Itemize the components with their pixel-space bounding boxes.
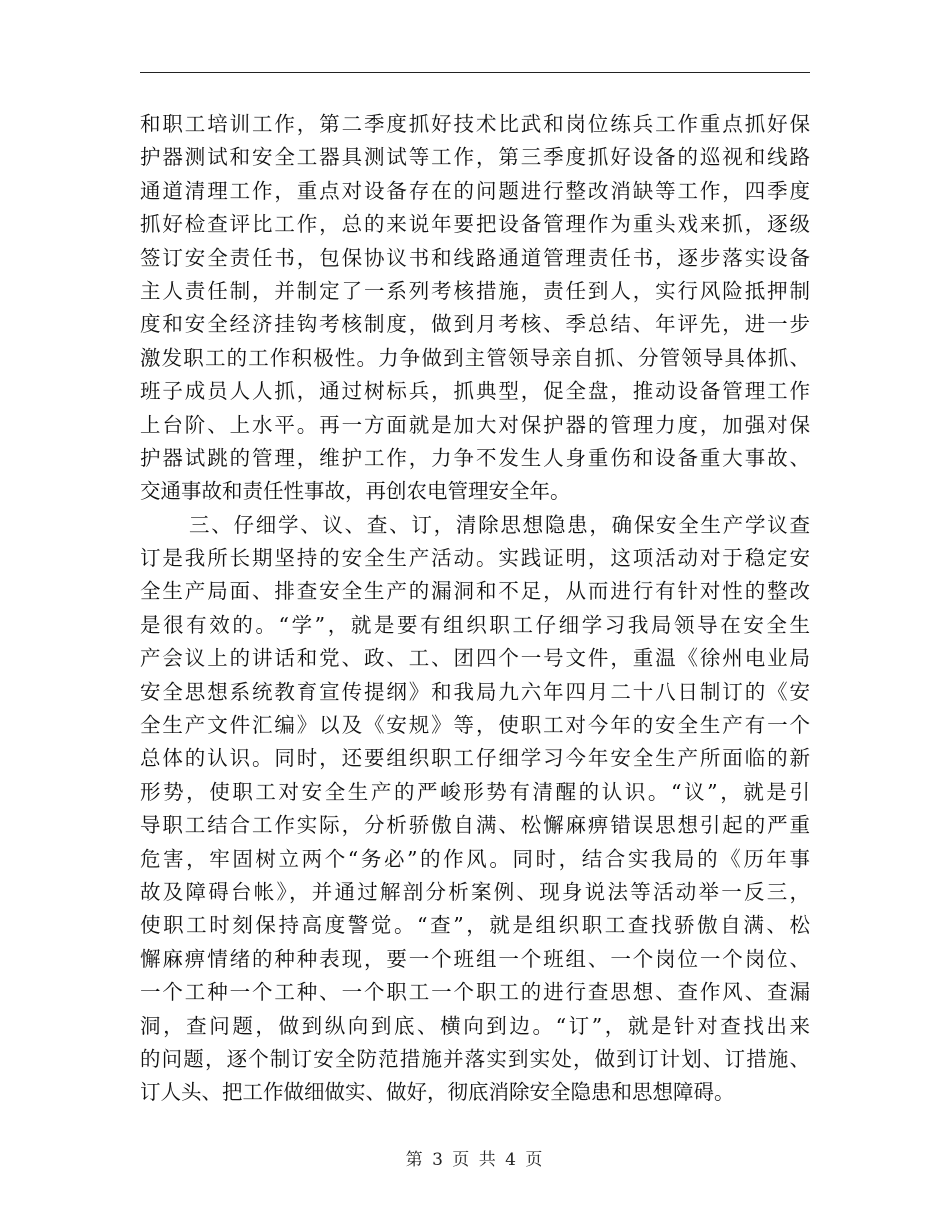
header-rule <box>140 72 810 73</box>
paragraph-line: 通道清理工作，重点对设备存在的问题进行整改消缺等工作，四季度 <box>140 178 810 203</box>
paragraph-line: 危害，牢固树立两个“务必”的作风。同时，结合实我局的《历年事 <box>140 846 810 871</box>
paragraph-line: 形势，使职工对安全生产的严峻形势有清醒的认识。“议”，就是引 <box>140 779 810 804</box>
paragraph-line: 激发职工的工作积极性。力争做到主管领导亲自抓、分管领导具体抓、 <box>140 345 810 370</box>
paragraph-line: 护器试跳的管理，维护工作，力争不发生人身重伤和设备重大事故、 <box>140 445 810 470</box>
paragraph-line: 全生产局面、排查安全生产的漏洞和不足，从而进行有针对性的整改 <box>140 579 810 604</box>
paragraph-line: 全生产文件汇编》以及《安规》等，使职工对今年的安全生产有一个 <box>140 713 810 738</box>
body-text <box>140 108 810 1110</box>
paragraph-line: 故及障碍台帐》，并通过解剖分析案例、现身说法等活动举一反三， <box>140 879 810 904</box>
paragraph-line: 签订安全责任书，包保协议书和线路通道管理责任书，逐步落实设备 <box>140 245 810 270</box>
paragraph-line: 产会议上的讲话和党、政、工、团四个一号文件，重温《徐州电业局 <box>140 646 810 671</box>
paragraph-line: 抓好检查评比工作，总的来说年要把设备管理作为重头戏来抓，逐级 <box>140 212 810 237</box>
paragraph-line: 是很有效的。“学”，就是要有组织职工仔细学习我局领导在安全生 <box>140 612 810 637</box>
paragraph-line: 的问题，逐个制订安全防范措施并落实到实处，做到订计划、订措施、 <box>140 1046 810 1071</box>
paragraph-line: 主人责任制，并制定了一系列考核措施，责任到人，实行风险抵押制 <box>140 278 810 303</box>
paragraph-line: 和职工培训工作，第二季度抓好技术比武和岗位练兵工作重点抓好保 <box>140 112 810 136</box>
paragraph-line: 总体的认识。同时，还要组织职工仔细学习今年安全生产所面临的新 <box>140 746 810 771</box>
page-number-footer: 第 3 页 共 4 页 <box>405 1150 545 1170</box>
paragraph-line: 导职工结合工作实际，分析骄傲自满、松懈麻痹错误思想引起的严重 <box>140 813 810 838</box>
paragraph-line: 洞，查问题，做到纵向到底、横向到边。“订”，就是针对查找出来 <box>140 1013 810 1038</box>
paragraph-line: 订人头、把工作做细做实、做好，彻底消除安全隐患和思想障碍。 <box>140 1080 735 1105</box>
paragraph-line: 交通事故和责任性事故，再创农电管理安全年。 <box>140 479 571 504</box>
paragraph-line: 使职工时刻保持高度警觉。“查”，就是组织职工查找骄傲自满、松 <box>140 913 810 938</box>
paragraph-line: 三、仔细学、议、查、订，清除思想隐患，确保安全生产学议查 <box>189 512 810 537</box>
paragraph-line: 安全思想系统教育宣传提纲》和我局九六年四月二十八日制订的《安 <box>140 679 810 704</box>
paragraph-line: 班子成员人人抓，通过树标兵，抓典型，促全盘，推动设备管理工作 <box>140 379 810 404</box>
paragraph-line: 度和安全经济挂钩考核制度，做到月考核、季总结、年评先，进一步 <box>140 312 810 337</box>
paragraph-line: 懈麻痹情绪的种种表现，要一个班组一个班组、一个岗位一个岗位、 <box>140 946 810 971</box>
paragraph-line: 一个工种一个工种、一个职工一个职工的进行查思想、查作风、查漏 <box>140 980 810 1005</box>
paragraph-line: 护器测试和安全工器具测试等工作，第三季度抓好设备的巡视和线路 <box>140 145 810 170</box>
paragraph-line: 订是我所长期坚持的安全生产活动。实践证明，这项活动对于稳定安 <box>140 546 810 571</box>
paragraph-line: 上台阶、上水平。再一方面就是加大对保护器的管理力度，加强对保 <box>140 412 810 437</box>
